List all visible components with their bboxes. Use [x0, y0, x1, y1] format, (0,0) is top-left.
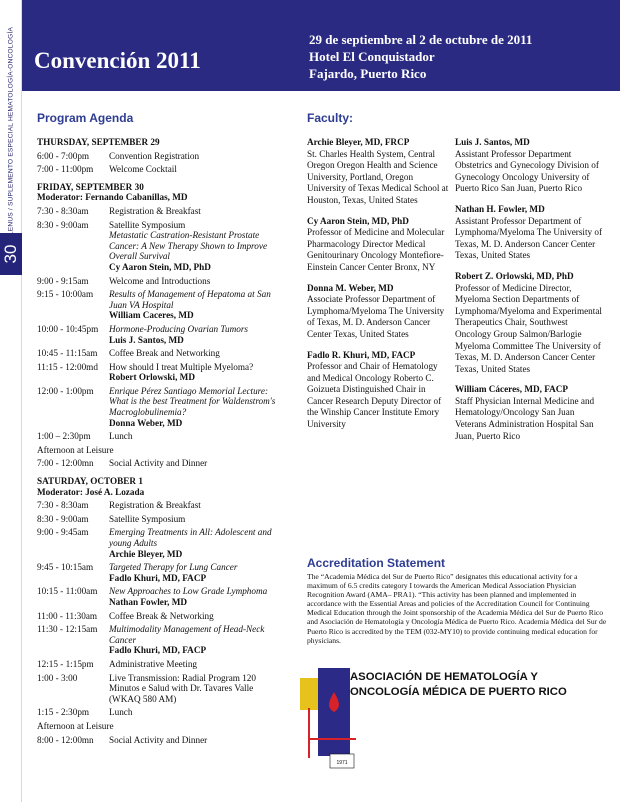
agenda-row: 10:15 - 11:00am New Approaches to Low Grade Lymphoma Nathan Fowler, MD [37, 586, 268, 607]
agenda-row: 8:00 - 12:00mn Social Activity and Dinner [37, 734, 208, 745]
agenda-row: 11:30 - 12:15am Multimodality Management of Head-Neck Cancer Fadlo Khuri, MD, FACP [37, 624, 265, 656]
agenda-row: 1:00 - 3:00 Live Transmission: Radial Program 120 Minutos e Salud with Dr. Tavares Valle (WKAQ 580 AM) [37, 672, 256, 704]
agenda-heading: Program Agenda [37, 111, 134, 125]
event-venue: Hotel El Conquistador [309, 49, 435, 64]
logo-red-line-v [308, 708, 310, 758]
agenda-row: 10:45 - 11:15am Coffee Break and Networking [37, 348, 220, 359]
agenda-row: 9:00 - 9:45am Emerging Treatments in All: Adolescent and young Adults Archie Bleyer, MD [37, 527, 272, 559]
leisure-note: Afternoon at Leisure [37, 444, 114, 455]
accreditation-heading: Accreditation Statement [307, 556, 446, 570]
faculty-entry [455, 384, 605, 442]
faculty-entry [307, 216, 452, 274]
logo-red-line-h [308, 738, 356, 740]
accreditation-text: The “Academia Médica del Sur de Puerto Rico” designates this educational activity for a maximum of 6.5 credits category I towards the American Medical Association Physician Recognition Award (AMA– PRA1). “This activity has been planned and implemented in accordance with the Essential Areas and policies of the Accreditation Council for Continuing Medical Education through the Joint sponsorship of the Academia Médica del Sur de Puerto Rico and Asociación de Hematología y Oncología Médica de Puerto Rico. Academia Médica del Sur de Puerto Rico is accredited by the TEM (032-MY10) to provide continuing medical education for physicians. [307, 572, 607, 645]
faculty-heading: Faculty: [307, 111, 354, 125]
faculty-name: Donna M. Weber, MD [307, 282, 394, 293]
page-number: 30 [1, 244, 20, 264]
faculty-details: Associate Professor Department of Lymphoma/Myeloma The University of Texas, M. D. Anderson Cancer Center Texas, United States [307, 294, 445, 339]
faculty-details: Assistant Professor Department of Lymphoma/Myeloma The University of Texas, M. D. Anderson Cancer Center Texas, United States [455, 215, 603, 261]
faculty-name: Luis J. Santos, MD [455, 137, 530, 147]
event-date: 29 de septiembre al 2 de octubre de 2011 [309, 32, 533, 47]
faculty-details: Professor of Medicine and Molecular Pharmacology Director Medical Genitourinary Oncology Montefiore-Einstein Cancer Center Bronx, NY [307, 227, 445, 272]
agenda-row: 1:15 - 2:30pm Lunch [37, 707, 133, 718]
agenda-row: 8:30 - 9:00am Satellite Symposium [37, 513, 186, 524]
faculty-details: Professor of Medicine Director, Myeloma Section Departments of Lymphoma/Myeloma and Experimental Therapeutics Chair, Southwest Oncology Group Salmon/Barlogie Myeloma Committee The University of Texas, M. D. Anderson Cancer Center Texas, United States [455, 282, 602, 374]
faculty-name: Nathan H. Fowler, MD [455, 203, 545, 214]
leisure-note: Afternoon at Leisure [37, 720, 114, 731]
faculty-name: Robert Z. Orlowski, MD, PhD [455, 270, 574, 281]
agenda-row: 7:00 - 11:00pm Welcome Cocktail [37, 164, 177, 175]
faculty-name: William Cáceres, MD, FACP [455, 384, 569, 395]
event-location: Fajardo, Puerto Rico [309, 66, 427, 81]
agenda-row: 12:00 - 1:00pm Enrique Pérez Santiago Memorial Lecture: What is the best Treatment for Waldenstrom's Macroglobulinemia? Donna Weber, MD [37, 385, 276, 428]
agenda-row: 6:00 - 7:00pm Convention Registration [37, 150, 200, 161]
faculty-name: Cy Aaron Stein, MD, PhD [307, 215, 409, 226]
logo-year: 1971 [336, 760, 348, 766]
day-title: FRIDAY, SEPTEMBER 30 [37, 181, 144, 192]
faculty-details: Assistant Professor Department Obstetrics and Gynecology Division of Gynecology Oncology University of Puerto Rico San Juan, Puerto Rico [455, 148, 599, 194]
agenda-row: 7:30 - 8:30am Registration & Breakfast [37, 205, 201, 216]
agenda-row: 1:00 – 2:30pm Lunch [37, 431, 133, 442]
association-name: ASOCIACIÓN DE HEMATOLOGÍA Y ONCOLOGÍA MÉDICA DE PUERTO RICO [350, 671, 567, 698]
agenda-row: 11:00 - 11:30am Coffee Break & Networking [37, 610, 214, 621]
program-agenda [37, 137, 287, 745]
header-banner [22, 0, 620, 91]
moderator: Moderator: José A. Lozada [37, 486, 145, 497]
faculty-name: Archie Bleyer, MD, FRCP [307, 137, 410, 147]
faculty-details: St. Charles Health System, Central Oregon Oregon Health and Science University, Portland, Oregon University of Texas Medical School at Houston, Texas, United States [307, 148, 449, 205]
agenda-row: 8:30 - 9:00am Satellite Symposium Metastatic Castration-Resistant Prostate Cancer: A New Therapy Shown to Improve Overall Survival Cy Aaron Stein, MD, PhD [37, 219, 268, 272]
day-title: THURSDAY, SEPTEMBER 29 [37, 137, 160, 147]
faculty-entry [307, 350, 452, 431]
faculty-entry [307, 137, 452, 207]
event-info [309, 31, 532, 82]
agenda-row: 7:00 - 12:00mn Social Activity and Dinner [37, 458, 208, 469]
faculty-details: Professor and Chair of Hematology and Medical Oncology Roberto C. Goizueta Distinguished Chair in Cancer Research Deputy Director of the Winship Cancer Institute Emory University [307, 361, 442, 430]
faculty-entry [455, 137, 605, 195]
agenda-row: 11:15 - 12:00md How should I treat Multiple Myeloma? Robert Orlowski, MD [37, 361, 254, 383]
faculty-entry [455, 271, 605, 375]
day-title: SATURDAY, OCTOBER 1 [37, 476, 143, 487]
left-sidebar [0, 0, 22, 802]
moderator: Moderator: Fernando Cabanillas, MD [37, 192, 188, 203]
running-title: GALENUS / SUPLEMENTO ESPECIAL HEMATOLOGÍA-ONCOLOGÍA [7, 26, 15, 246]
faculty-name: Fadlo R. Khuri, MD, FACP [307, 349, 416, 360]
faculty-column-right [455, 137, 605, 451]
agenda-row: 9:00 - 9:15am Welcome and Introductions [37, 275, 211, 286]
faculty-column-left [307, 137, 452, 440]
faculty-entry [307, 283, 452, 341]
agenda-row: 9:45 - 10:15am Targeted Therapy for Lung Cancer Fadlo Khuri, MD, FACP [37, 562, 238, 583]
agenda-row: 7:30 - 8:30am Registration & Breakfast [37, 500, 201, 511]
faculty-entry [455, 204, 605, 262]
faculty-details: Staff Physician Internal Medicine and Hematology/Oncology San Juan Veterans Administration Hospital San Juan, Puerto Rico [455, 395, 595, 441]
agenda-row: 9:15 - 10:00am Results of Management of Hepatoma at San Juan VA Hospital William Caceres, MD [37, 289, 271, 321]
agenda-row: 10:00 - 10:45pm Hormone-Producing Ovarian Tumors Luis J. Santos, MD [37, 323, 249, 345]
page-title: Convención 2011 [34, 48, 201, 73]
agenda-row: 12:15 - 1:15pm Administrative Meeting [37, 658, 198, 669]
